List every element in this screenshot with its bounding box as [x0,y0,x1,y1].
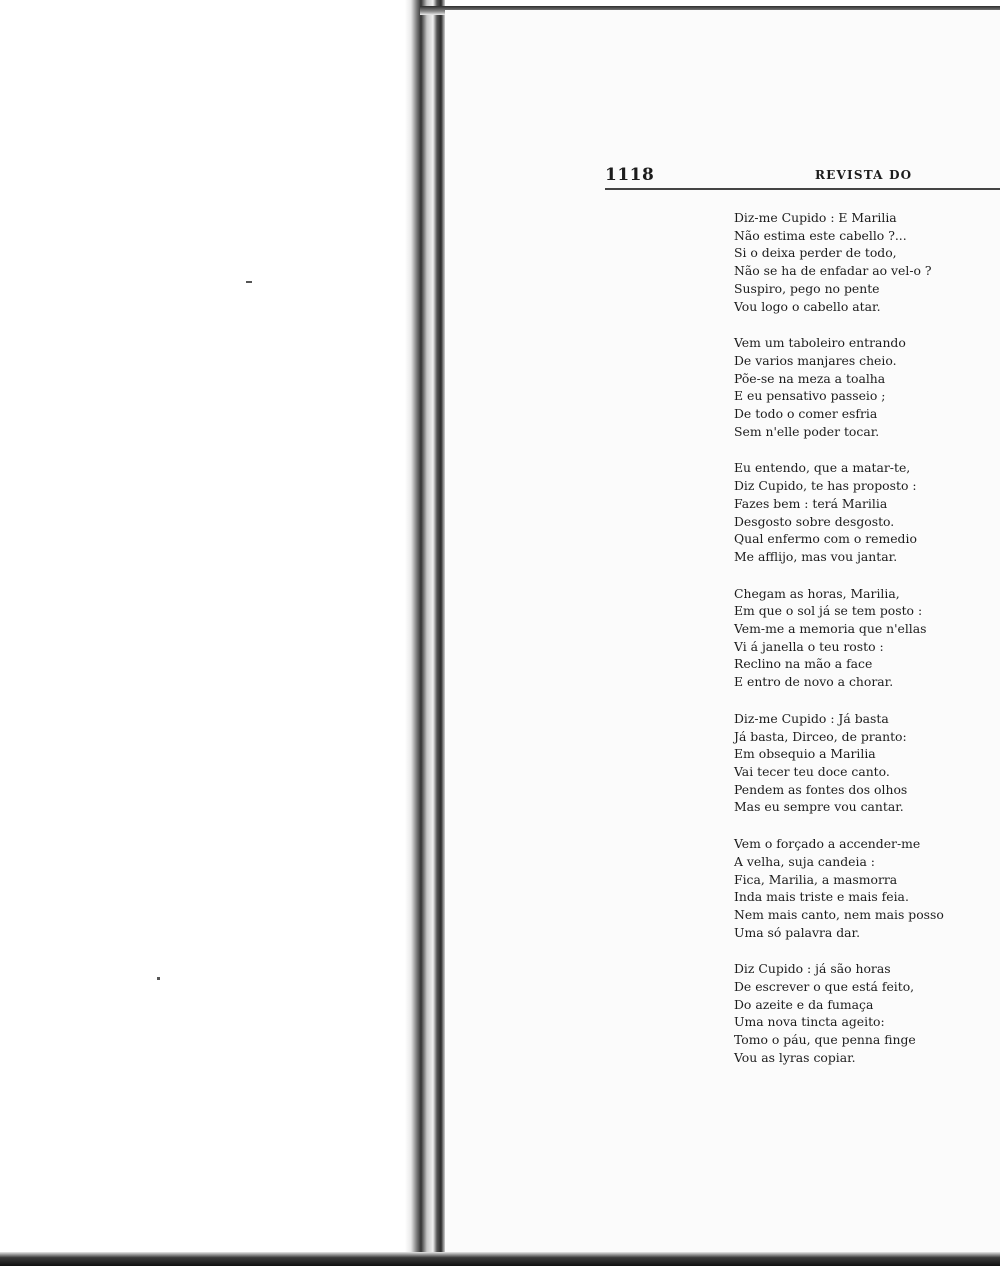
verse-line: Já basta, Dirceo, de pranto: [734,728,907,744]
verse-line: Em que o sol já se tem posto : [734,603,923,619]
book-spine [405,0,445,1266]
verse-line: Vem-me a memoria que n'ellas [734,621,927,637]
verse-line: Põe-se na meza a toalha [734,370,886,386]
speck-mark [246,281,252,283]
verse-line: Reclino na mão a face [734,656,873,672]
verse-line: Si o deixa perder de todo, [734,245,897,261]
running-head: REVISTA DO [815,168,913,182]
stanza [734,459,1000,565]
verse-line: De varios manjares cheio. [734,352,897,368]
verse-line: Diz Cupido, te has proposto : [734,478,917,494]
speck-mark [157,977,160,980]
verse-line: E entro de novo a chorar. [734,674,894,690]
verse-line: Mas eu sempre vou cantar. [734,799,904,815]
stanza [734,710,1000,816]
header-rule [605,188,1000,190]
stanza [734,835,1000,941]
verse-line: Diz-me Cupido : E Marilia [734,210,897,225]
verse-line: Uma só palavra dar. [734,924,861,940]
verse-line: Vou as lyras copiar. [734,1049,856,1065]
verse-line: Eu entendo, que a matar-te, [734,460,911,476]
stanza [734,209,1000,315]
stanza [734,585,1000,691]
verse-line: Uma nova tincta ageito: [734,1014,885,1030]
verse-line: Não estima este cabello ?... [734,227,907,243]
facing-blank-page [0,0,415,1266]
verse-line: A velha, suja candeia : [734,853,875,869]
verse-line: Diz Cupido : já são horas [734,961,891,977]
verse-line: Fazes bem : terá Marilia [734,495,888,511]
verse-line: Desgosto sobre desgosto. [734,513,895,529]
verse-line: Vi á janella o teu rosto : [734,638,884,654]
verse-line: Não se ha de enfadar ao vel-o ? [734,263,932,279]
verse-line: Me afflijo, mas vou jantar. [734,548,898,564]
verse-line: Fica, Marilia, a masmorra [734,871,898,887]
verse-line: De escrever o que está feito, [734,979,915,995]
verse-line: Nem mais canto, nem mais posso [734,906,944,922]
verse-line: Suspiro, pego no pente [734,280,880,296]
page-number: 1118 [605,165,655,185]
stanza [734,334,1000,440]
verse-line: De todo o comer esfria [734,406,878,422]
verse-line: Vem um taboleiro entrando [734,335,906,351]
verse-line: Chegam as horas, Marilia, [734,585,900,601]
verse-line: Do azeite e da fumaça [734,996,874,1012]
verse-line: Diz-me Cupido : Já basta [734,710,889,726]
verse-line: Em obsequio a Marilia [734,746,876,762]
verse-line: Tomo o páu, que penna finge [734,1032,916,1048]
verse-line: E eu pensativo passeio ; [734,388,886,404]
verse-line: Qual enfermo com o remedio [734,531,917,547]
poem [734,209,1000,1086]
verse-line: Pendem as fontes dos olhos [734,781,908,797]
page-bottom-edge [0,1252,1000,1266]
verse-line: Vem o forçado a accender-me [734,836,921,852]
verse-line: Vai tecer teu doce canto. [734,763,890,779]
verse-line: Vou logo o cabello atar. [734,298,881,314]
stanza [734,960,1000,1066]
verse-line: Inda mais triste e mais feia. [734,889,909,905]
verse-line: Sem n'elle poder tocar. [734,423,880,439]
